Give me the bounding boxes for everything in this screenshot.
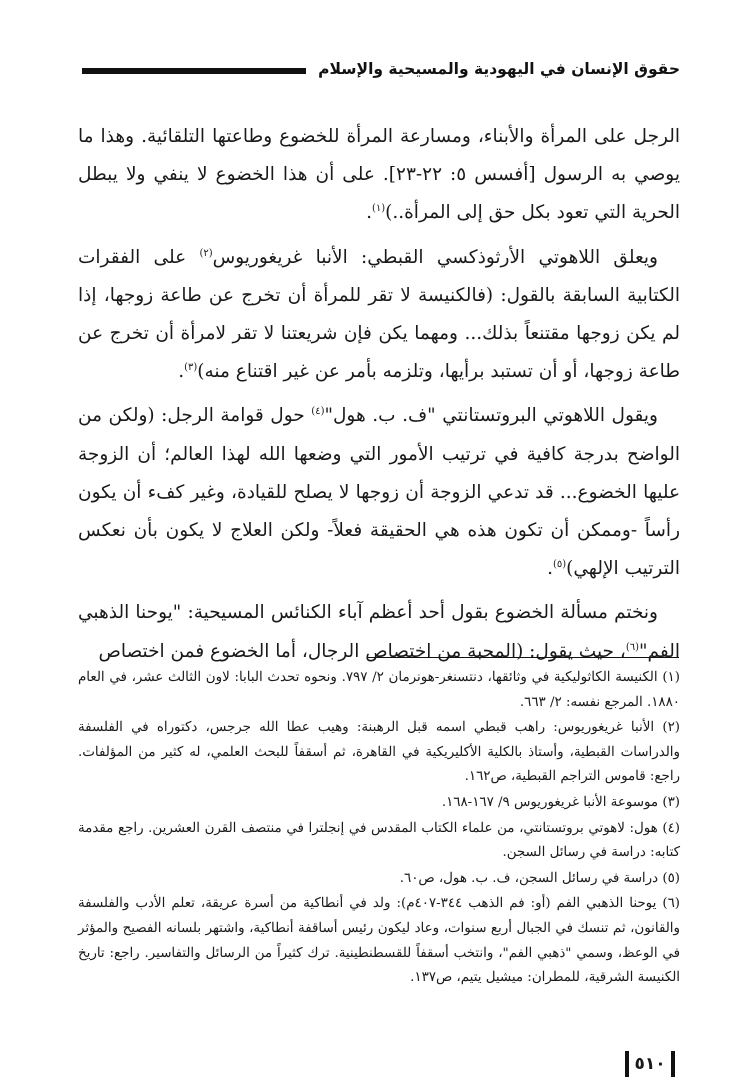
- page-number-bar-right: [671, 1051, 675, 1077]
- running-header: [82, 52, 680, 86]
- footnote-separator: [368, 657, 679, 658]
- paragraph-3-text-a: ويقول اللاهوتي البروتستانتي "ف. ب. هول": [324, 405, 658, 427]
- paragraph-2-text-a: ويعلق اللاهوتي الأرثوذكسي القبطي: الأنبا غريغوريوس: [212, 246, 658, 268]
- paragraph-1-end: .: [366, 202, 372, 224]
- footnote-3: (٣) موسوعة الأنبا غريغوريوس ٩/ ١٦٧-١٦٨.: [441, 794, 680, 810]
- paragraph-1-text: الرجل على المرأة والأبناء، ومسارعة المرأة للخضوع وطاعتها التلقائية. وهذا ما يوصي به الرسول [أفسس ٥: ٢٢-٢٣]. على أن هذا الخضوع لا ينفي ولا يبطل الحرية التي تعود بكل حق إلى المرأة..): [78, 126, 680, 224]
- page-number-bar-left: [625, 1051, 629, 1077]
- footnote-ref-5[interactable]: (٥): [552, 559, 567, 571]
- header-title: حقوق الإنسان في اليهودية والمسيحية والإسلام: [318, 60, 680, 78]
- footnote-6: (٦) يوحنا الذهبي الفم (أو: فم الذهب ٣٤٤-٤٠٧م): ولد في أنطاكية من أسرة عريقة، تعلم الأدب والفلسفة والقانون، ثم تنسك في الجبال أربع سنوات، وعاد ليكون رئيس أساقفة أنطاكية، واشتهر بلسانه الفصيح والمؤثر في الوعظ، وسمي "ذهبي الفم"، وانتخب أسقفاً للقسطنطينية. ترك كثيراً من الرسائل والتفاسير. راجع: تاريخ الكنيسة الشرقية، للمطران: ميشيل يتيم، ص١٣٧.: [78, 896, 681, 986]
- paragraph-2-end: .: [178, 361, 185, 383]
- paragraph-4-text-a: ونختم مسألة الخضوع بقول أحد أعظم آباء الكنائس المسيحية: "يوحنا الذهبي الفم": [78, 602, 680, 662]
- paragraph-3-text-b: حول قوامة الرجل: (ولكن من الواضح بدرجة كافية في ترتيب الأمور التي وضعها الله لهذا العالم؛ أن الزوجة عليها الخضوع... قد تدعي الزوجة أن زوجها لا يصلح للقيادة، وغير كفء أن يكون رأساً -وممكن أن تكون هذه هي الحقيقة فعلاً- ولكن العلاج لا يكون بأن نعكس الترتيب الإلهي): [78, 405, 680, 580]
- paragraph-3: [78, 397, 680, 588]
- paragraph-2: [78, 239, 680, 392]
- footnote-5: (٥) دراسة في رسائل السجن، ف. ب. هول، ص٦٠.: [399, 870, 680, 886]
- paragraph-4: [78, 594, 680, 670]
- main-text: [78, 118, 680, 677]
- paragraph-4-text-b: ، حيث يقول: (المحبة من اختصاص الرجال، أما الخضوع فمن اختصاص: [98, 640, 626, 662]
- footnote-ref-1[interactable]: (١): [371, 203, 386, 215]
- page-number: ٥١٠: [634, 1054, 666, 1074]
- footnote-ref-2[interactable]: (٢): [199, 247, 213, 259]
- paragraph-1: [78, 118, 680, 233]
- footnote-ref-4[interactable]: (٤): [311, 406, 325, 418]
- paragraph-3-end: .: [547, 558, 553, 580]
- page-number-box: [620, 1050, 680, 1078]
- footnote-2: (٢) الأنبا غريغوريوس: راهب قبطي اسمه قبل الرهبنة: وهيب عطا الله جرجس، دكتوراه في الفلسفة والدراسات القبطية، وأستاذ بالكلية الأكليريكية في القاهرة، ثم أسقفاً للبحث العلمي، له كثير من المؤلفات. راجع: قاموس التراجم القبطية، ص١٦٢.: [78, 720, 680, 785]
- header-rule: [82, 68, 306, 74]
- footnote-4: (٤) هول: لاهوتي بروتستانتي، من علماء الكتاب المقدس في إنجلترا في منتصف القرن العشرين. راجع مقدمة كتابه: دراسة في رسائل السجن.: [78, 820, 680, 861]
- footnote-ref-3[interactable]: (٣): [184, 362, 198, 374]
- footnote-ref-6[interactable]: (٦): [625, 641, 640, 653]
- footnote-1: (١) الكنيسة الكاثوليكية في وثائقها، دنتسنغر-هونرمان ٢/ ٧٩٧. ونحوه تحدث البابا: لاون الثالث عشر، في العام ١٨٨٠. المرجع نفسه: ٢/ ٦٦٣.: [78, 670, 680, 710]
- footnotes: [78, 666, 680, 992]
- paragraph-2-text-b: على الفقرات الكتابية السابقة بالقول: (فالكنيسة لا تقر للمرأة أن تخرج عن طاعة زوجها، إذا لم يكن زوجها مقتنعاً بذلك... ومهما يكن فإن شريعتنا لا تقر لامرأة أن تخرج عن طاعة زوجها، أو أن تستبد برأيها، وتلزمه بأمر عن غير اقتناع منه): [78, 246, 680, 383]
